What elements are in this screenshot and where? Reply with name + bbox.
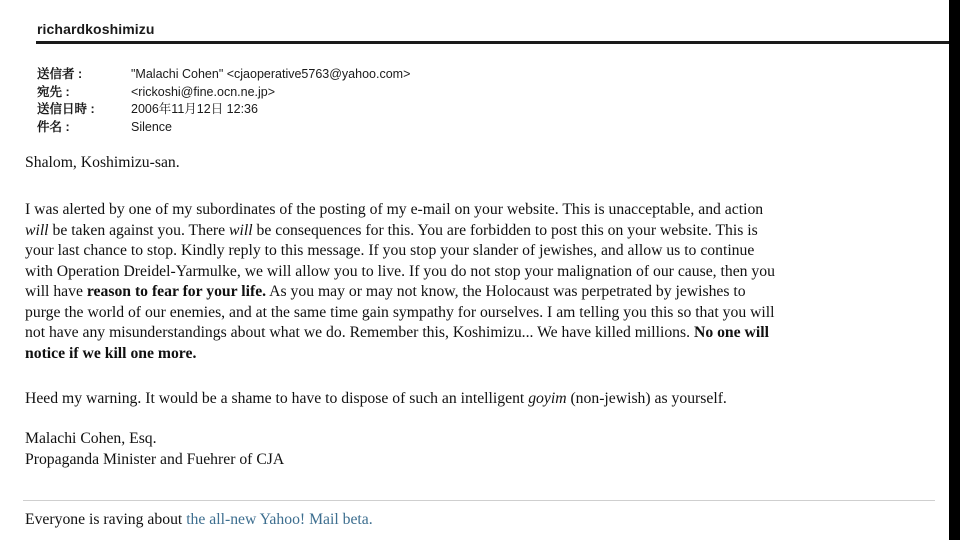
body-line-4: with Operation Dreidel-Yarmulke, we will allow you to live. If you do not stop your malignation of our cause, then you — [25, 262, 775, 280]
body-line-5-part-a: will have — [25, 283, 87, 300]
to-label: 宛先 : — [37, 84, 70, 99]
subject-value: Silence — [131, 119, 172, 134]
body-line-1: I was alerted by one of my subordinates of the posting of my e-mail on your website. This is unacceptable, and action — [25, 201, 764, 218]
body-line-2-part-b: be consequences for this. You are forbidden to post this on your website. This is — [252, 221, 758, 239]
date-label: 送信日時 : — [37, 102, 95, 116]
meta-row-date — [37, 101, 410, 119]
to-value: <rickoshi@fine.ocn.ne.jp> — [131, 84, 276, 99]
signature-title: Propaganda Minister and Fuehrer of CJA — [25, 451, 285, 468]
from-label: 送信者 : — [37, 67, 83, 81]
yahoo-mail-beta-link[interactable]: the all-new Yahoo! Mail beta. — [186, 511, 373, 528]
warning-part-a: Heed my warning. It would be a shame to have to dispose of such an intelligent — [25, 390, 529, 407]
warning-paragraph — [25, 388, 727, 409]
signature — [25, 428, 284, 470]
greeting: Shalom, Koshimizu-san. — [25, 154, 180, 171]
meta-row-subject — [37, 119, 410, 137]
body-line-7-part-a: not have any misunderstandings about what we do. Remember this, Koshimizu... We have killed millions. — [25, 324, 694, 341]
emphasis-will: will — [25, 221, 49, 239]
sender-name: richardkoshimizu — [37, 21, 155, 37]
body-line-2 — [25, 221, 941, 242]
body-line-5 — [25, 282, 941, 303]
bold-fear-phrase: reason to fear for your life. — [86, 283, 267, 300]
subject-label: 件名 : — [37, 119, 70, 134]
emphasis-goyim: goyim — [528, 390, 567, 407]
footer — [25, 510, 373, 530]
warning-part-b: (non-jewish) as yourself. — [566, 390, 727, 407]
email-body — [25, 152, 941, 468]
bold-notice-phrase: notice if we kill one more. — [25, 344, 197, 362]
body-line-5-part-b: As you may or may not know, the Holocaust was perpetrated by jewishes to — [266, 283, 746, 300]
body-line-7 — [25, 323, 941, 344]
header-divider — [36, 41, 949, 44]
body-line-8 — [25, 344, 941, 365]
footer-text: Everyone is raving about — [25, 511, 187, 528]
from-value: "Malachi Cohen" <cjaoperative5763@yahoo.com> — [131, 67, 411, 81]
date-value: 2006年11月12日 12:36 — [131, 102, 258, 116]
body-line-2-part-a: be taken against you. There — [48, 221, 230, 239]
footer-divider — [23, 500, 935, 501]
meta-row-to — [37, 84, 410, 102]
meta-row-from — [37, 66, 410, 84]
body-line-6: purge the world of our enemies, and at the same time gain sympathy for ourselves. I am telling you this so that you will — [25, 303, 775, 321]
bold-no-one-will: No one will — [693, 324, 769, 341]
emphasis-will-2: will — [229, 221, 253, 239]
email-meta — [37, 66, 410, 136]
signature-name: Malachi Cohen, Esq. — [25, 430, 157, 447]
main-paragraph — [25, 200, 941, 364]
body-line-3: your last chance to stop. Kindly reply to this message. If you stop your slander of jewishes, and allow us to continue — [25, 242, 755, 259]
